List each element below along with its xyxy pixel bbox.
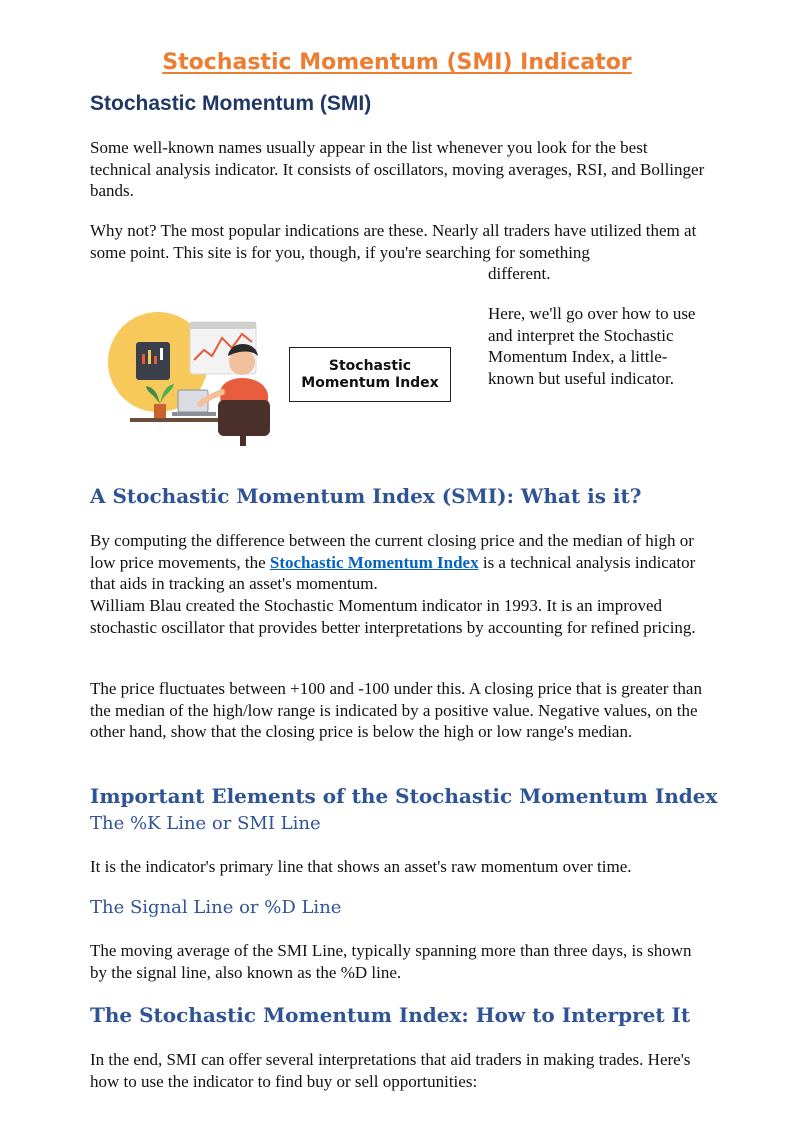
signal-line-paragraph: The moving average of the SMI Line, typically spanning more than three days, is shown by the signal line, also known as the %D line. <box>90 941 692 982</box>
smi-link[interactable]: Stochastic Momentum Index <box>269 552 479 572</box>
smi-line-paragraph: It is the indicator's primary line that shows an asset's raw momentum over time. <box>90 857 632 876</box>
trader-illustration <box>100 300 280 450</box>
elements-heading: Important Elements of the Stochastic Momentum Index <box>90 784 718 808</box>
signal-line-subheading: The Signal Line or %D Line <box>90 897 342 918</box>
smi-line-subheading: The %K Line or SMI Line <box>90 813 321 834</box>
interpret-paragraph: In the end, SMI can offer several interpretations that aid traders in making trades. Here's how to use the indicator to find buy or sell opportunities: <box>90 1050 691 1091</box>
chair-shape <box>218 400 270 436</box>
intro-paragraph-2-continued: different. <box>488 264 551 283</box>
intro-heading: Stochastic Momentum (SMI) <box>90 92 372 115</box>
candle-panel-shape <box>136 342 170 380</box>
intro-paragraph-1: Some well-known names usually appear in the list whenever you look for the best technical analysis indicator. It consists of oscillators, moving averages, RSI, and Bollinger bands. <box>90 138 705 200</box>
what-is-paragraph-1: By computing the difference between the current closing price and the median of high or low price movements, the Stochastic Momentum Index is a technical analysis indicator that aids in tracking an asset's momentum. <box>90 531 696 593</box>
what-is-paragraph-2: The price fluctuates between +100 and -100 under this. A closing price that is greater than the median of the high/low range is indicated by a positive value. Negative values, on the other hand, show that the closing price is below the high or low range's median. <box>90 679 702 741</box>
intro-paragraph-3: Here, we'll go over how to use and interpret the Stochastic Momentum Index, a little-known but useful indicator. <box>488 304 696 388</box>
what-is-heading: A Stochastic Momentum Index (SMI): What is it? <box>90 484 642 508</box>
document-title: Stochastic Momentum (SMI) Indicator <box>162 50 632 75</box>
intro-paragraph-2: Why not? The most popular indications are these. Nearly all traders have utilized them at some point. This site is for you, though, if you're searching for something <box>90 221 697 262</box>
what-is-paragraph-1b: William Blau created the Stochastic Momentum indicator in 1993. It is an improved stochastic oscillator that provides better interpretations by accounting for refined pricing. <box>90 596 696 637</box>
interpret-heading: The Stochastic Momentum Index: How to Interpret It <box>90 1003 691 1027</box>
image-label-box: Stochastic Momentum Index <box>289 347 451 402</box>
